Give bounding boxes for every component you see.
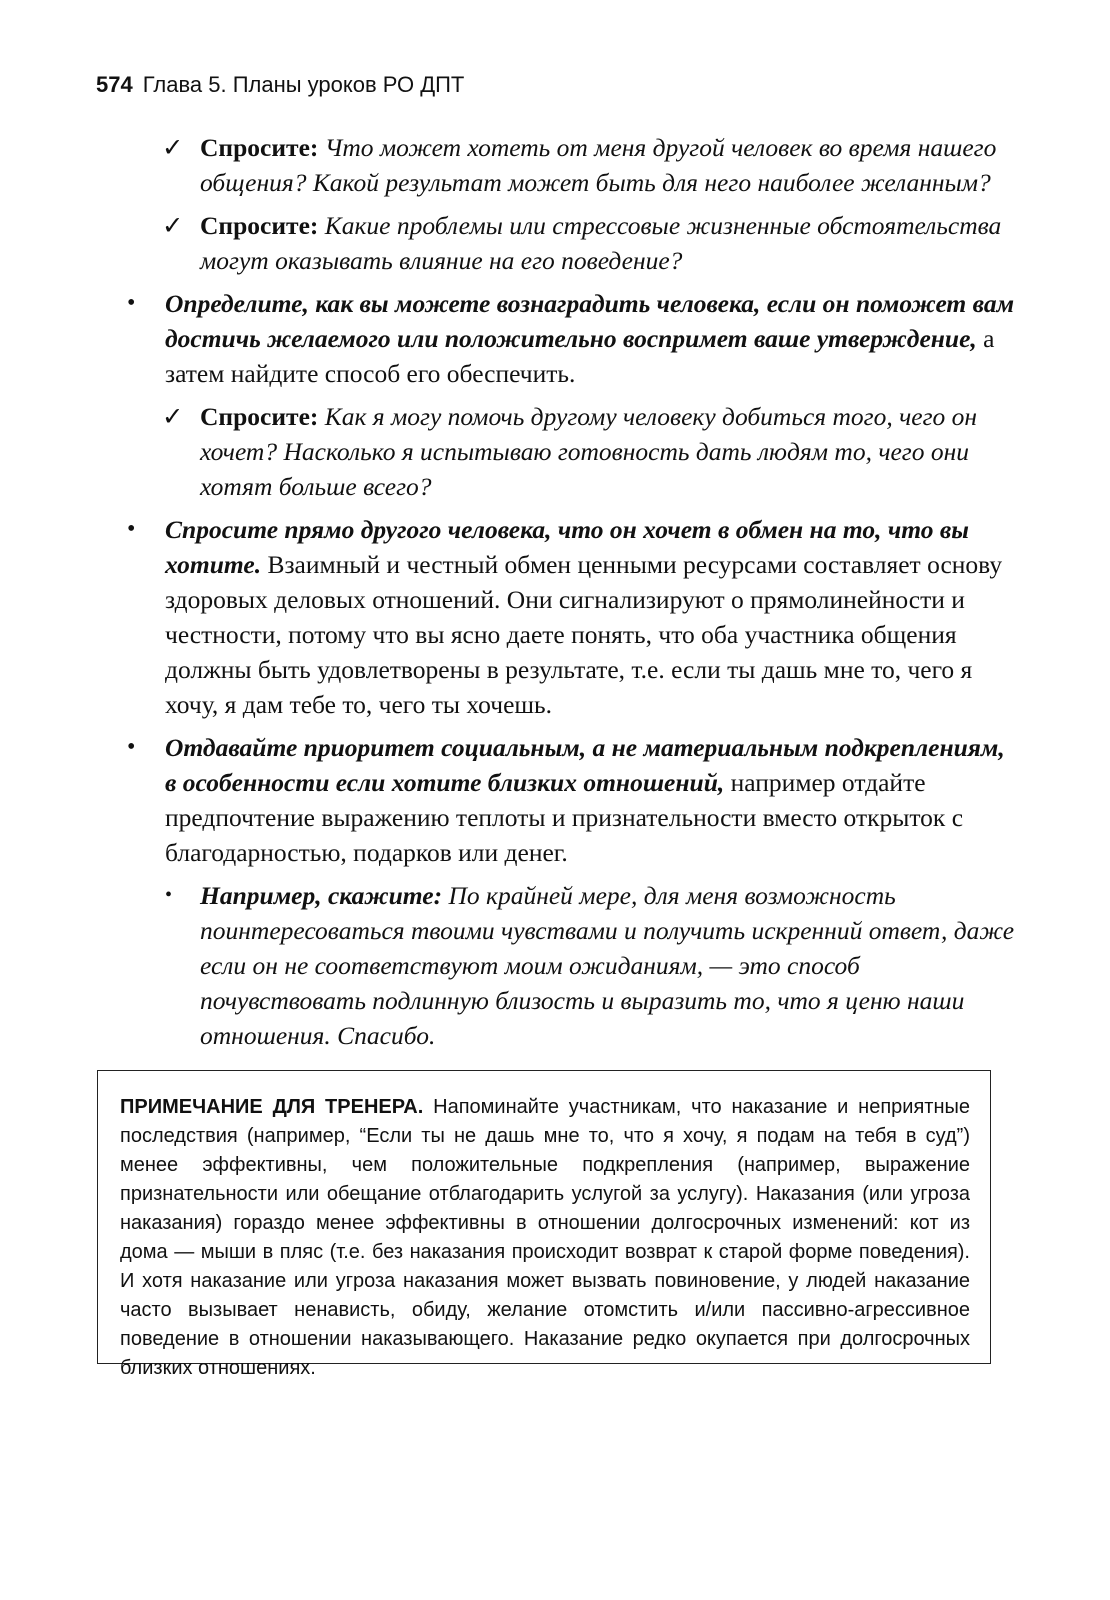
bullet-item xyxy=(120,286,1020,391)
bullet-icon: • xyxy=(127,516,136,542)
page-number: 574 xyxy=(96,72,133,97)
bullet-icon: • xyxy=(127,734,136,760)
bullet-item xyxy=(120,512,1020,722)
check-label: Спросите: xyxy=(200,211,319,240)
trainer-note-title: ПРИМЕЧАНИЕ ДЛЯ ТРЕНЕРА. xyxy=(120,1096,424,1118)
trainer-note-box xyxy=(97,1070,991,1379)
bullet-item xyxy=(120,730,1020,870)
check-text: Какие проблемы или стрессовые жизненные обстоятельства могут оказывать влияние на его поведение? xyxy=(200,211,1002,275)
bullet-icon: • xyxy=(165,884,173,906)
bullet-text: а затем найдите способ его обеспечить. xyxy=(165,324,995,388)
bullet-text: Взаимный и честный обмен ценными ресурсами составляет основу здоровых деловых отношений. Они сигнализируют о прямолинейности и честности, потому что вы ясно даете понять, что оба участника общения должны быть удовлетворены в результате, т.е. если ты дашь мне то, чего я хочу, я дам тебе то, чего ты хочешь. xyxy=(165,550,1003,719)
sub-bullet-item xyxy=(120,878,1020,1053)
check-label: Спросите: xyxy=(200,133,319,162)
check-item xyxy=(120,208,1020,278)
bullet-heading: Определите, как вы можете вознаградить человека, если он поможет вам достичь желаемого или положительно воспримет ваше утверждение, xyxy=(165,289,1015,353)
bullet-text: например отдайте предпочтение выражению теплоты и признательности вместо открыток с благодарностью, подарков или денег. xyxy=(165,768,964,867)
sub-bullet-label: Например, скажите: xyxy=(200,881,443,910)
main-text xyxy=(120,130,1020,1053)
sub-bullet-text: По крайней мере, для меня возможность поинтересоваться твоими чувствами и получить искренний ответ, даже если он не соответствуют моим ожиданиям, — это способ почувствовать подлинную близость и выразить то, что я ценю наши отношения. Спасибо. xyxy=(200,881,1015,1050)
checkmark-icon: ✓ xyxy=(162,211,184,240)
check-item xyxy=(120,399,1020,504)
bullet-icon: • xyxy=(127,290,136,316)
trainer-note-text: Напоминайте участникам, что наказание и неприятные последствия (например, “Если ты не дашь мне то, что я хочу, я подам на тебя в суд”) менее эффективны, чем положительные подкрепления (например, выражение признательности или обещание отблагодарить услугой за услугу). Наказания (или угроза наказания) гораздо менее эффективны в отношении долгосрочных изменений: кот из дома — мыши в пляс (т.е. без наказания происходит возврат к старой форме поведения). И хотя наказание или угроза наказания может вызвать повиновение, у людей наказание часто вызывает ненависть, обиду, желание отомстить и/или пассивно-агрессивное поведение в отношении наказывающего. Наказание редко окупается при долгосрочных близких отношениях. xyxy=(120,1096,970,1379)
bullet-heading: Отдавайте приоритет социальным, а не материальным подкреплениям, в особенности если хотите близких отношений, xyxy=(165,733,1005,797)
bullet-heading: Спросите прямо другого человека, что он хочет в обмен на то, что вы хотите. xyxy=(165,515,969,579)
check-item xyxy=(120,130,1020,200)
chapter-title: Глава 5. Планы уроков РО ДПТ xyxy=(142,72,465,97)
check-text: Как я могу помочь другому человеку добиться того, чего он хочет? Насколько я испытываю готовность дать людям то, чего они хотят больше всего? xyxy=(200,402,978,501)
running-header xyxy=(96,72,464,98)
checkmark-icon: ✓ xyxy=(162,133,184,162)
check-label: Спросите: xyxy=(200,402,319,431)
check-text: Что может хотеть от меня другой человек во время нашего общения? Какой результат может быть для него наиболее желанным? xyxy=(200,133,997,197)
checkmark-icon: ✓ xyxy=(162,402,184,431)
